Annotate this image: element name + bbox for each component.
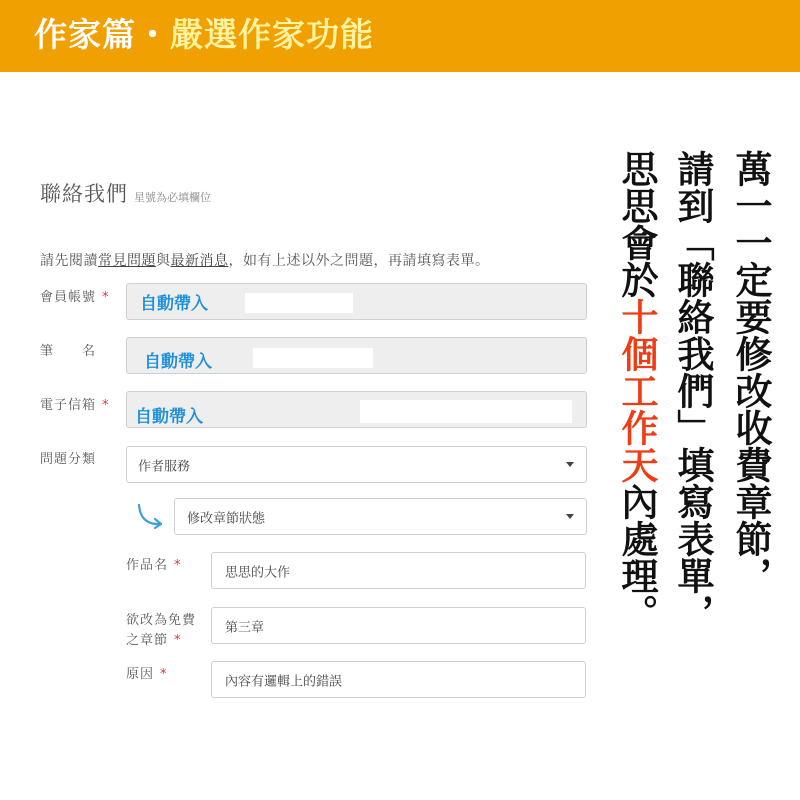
page-title: 聯絡我們 (40, 182, 128, 206)
work-name-label-text: 作品名 (126, 558, 169, 573)
banner-title-main: 作家篇 (34, 15, 136, 54)
required-asterisk: * (174, 633, 182, 648)
member-account-label-text: 會員帳號 (40, 290, 97, 305)
intro-text (40, 250, 490, 270)
pen-name-field[interactable] (126, 337, 587, 374)
auto-fill-label: 自動帶入 (144, 352, 212, 372)
banner-title (34, 12, 374, 58)
reason-label-text: 原因 (126, 667, 155, 682)
faq-link[interactable]: 常見問題 (98, 253, 156, 269)
required-asterisk: * (102, 290, 110, 305)
header-banner (0, 0, 800, 72)
note-column-1: 萬一一定要修改收費章節， (729, 150, 772, 594)
category-label-text: 問題分類 (40, 452, 97, 467)
chapter-label-line2: 之章節 (126, 633, 169, 648)
redaction-mask (253, 348, 373, 368)
category-label (40, 450, 96, 470)
chapter-label (126, 611, 196, 651)
category-select[interactable] (126, 446, 587, 483)
required-asterisk: * (174, 558, 182, 573)
chapter-input[interactable] (211, 607, 586, 644)
email-label-text: 電子信箱 (40, 398, 97, 413)
work-name-input[interactable] (211, 552, 586, 589)
sub-category-select[interactable] (174, 498, 587, 535)
pen-name-label-text: 筆 名 (40, 344, 97, 359)
category-value: 作者服務 (138, 459, 191, 474)
reason-value: 內容有邏輯上的錯誤 (225, 674, 343, 689)
note-column-3 (612, 150, 656, 631)
intro-part-2: 與 (156, 253, 171, 269)
banner-title-sub: 嚴選作家功能 (170, 15, 374, 54)
work-name-value: 思思的大作 (225, 565, 291, 580)
note-column-2: 請到「聯絡我們」填寫表單， (671, 150, 714, 631)
work-name-label (126, 556, 182, 576)
required-asterisk: * (102, 398, 110, 413)
required-asterisk: * (160, 667, 168, 682)
required-note: 星號為必填欄位 (134, 191, 211, 204)
form-heading (40, 178, 211, 208)
intro-part-1: 請先閱讀 (40, 253, 98, 269)
email-label (40, 396, 110, 416)
chapter-value: 第三章 (225, 620, 265, 635)
pen-name-label (40, 342, 96, 362)
email-field[interactable] (126, 391, 587, 428)
auto-fill-label: 自動帶入 (135, 407, 203, 427)
sub-category-value: 修改章節狀態 (187, 511, 266, 526)
note-text: 思思會於 (615, 150, 658, 298)
chapter-label-line1: 欲改為免費 (126, 613, 197, 628)
chevron-down-icon (566, 462, 574, 467)
intro-part-3: ，如有上述以外之問題，再請填寫表單。 (228, 253, 490, 269)
member-account-field[interactable] (126, 283, 587, 320)
chevron-down-icon (566, 514, 574, 519)
auto-fill-label: 自動帶入 (140, 294, 208, 314)
reason-label (126, 665, 168, 685)
news-link[interactable]: 最新消息 (170, 253, 229, 269)
banner-title-dot: ・ (136, 15, 170, 54)
redaction-mask (245, 293, 353, 313)
arrow-curve-icon (136, 502, 166, 530)
note-highlight: 十個工作天 (615, 298, 658, 483)
member-account-label (40, 288, 110, 308)
redaction-mask (360, 400, 572, 423)
reason-input[interactable] (211, 661, 586, 698)
note-text-end: 內處理。 (615, 483, 658, 631)
